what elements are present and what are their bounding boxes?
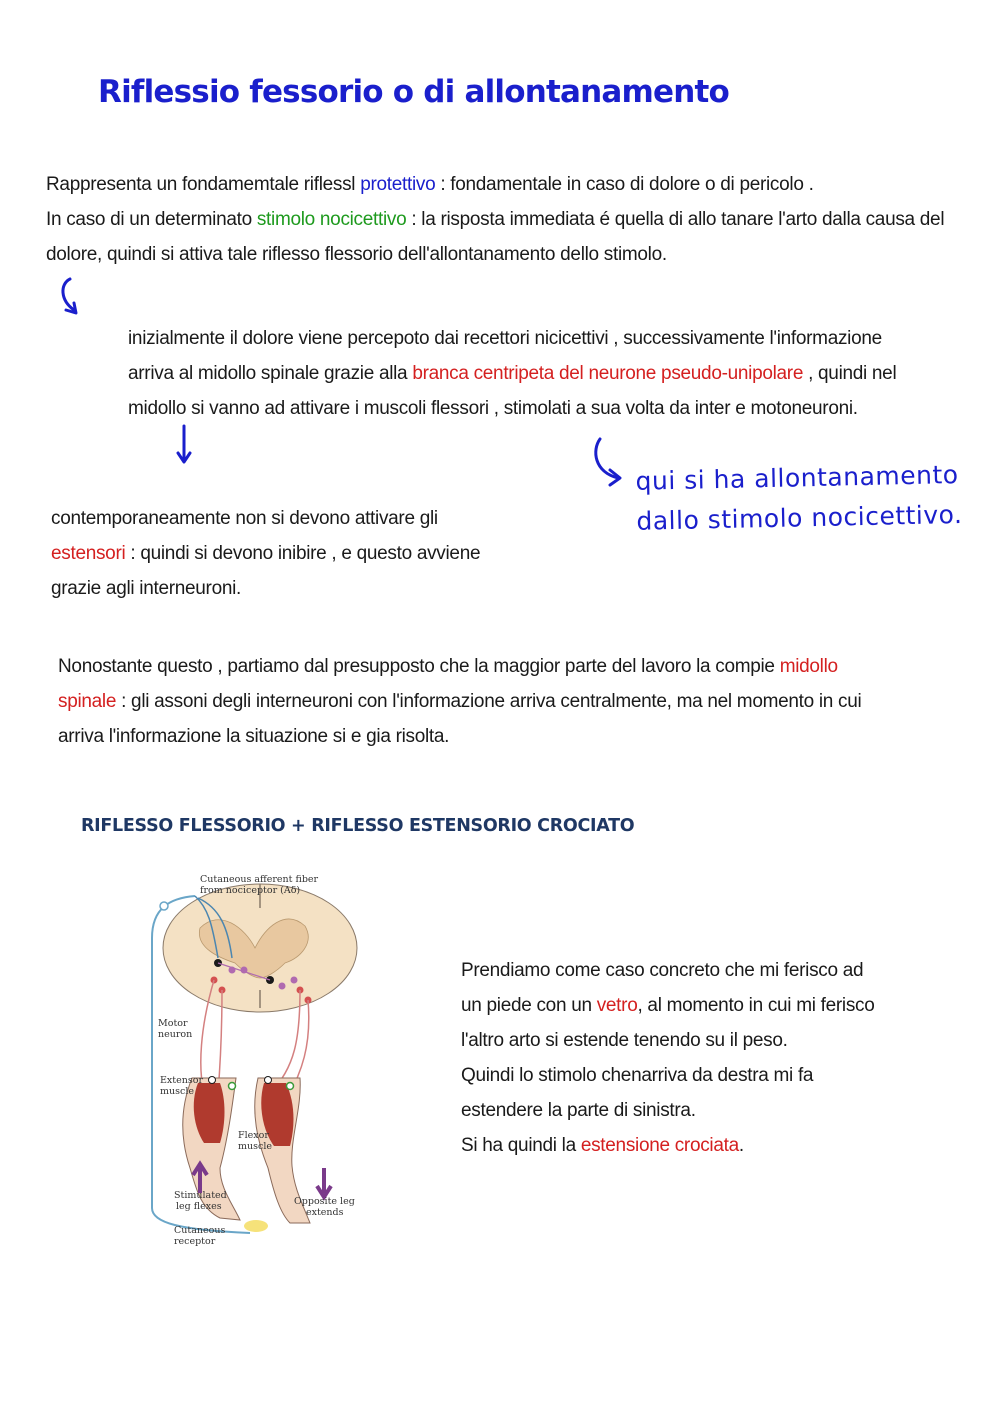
label-cutaneous-2: receptor bbox=[174, 1236, 216, 1247]
label-stimulated: Stimulated bbox=[174, 1190, 227, 1201]
down-arrow-icon bbox=[174, 424, 194, 466]
spinal-text-1: Nonostante questo , partiamo dal presupposto che la maggior parte del lavoro la compie bbox=[58, 656, 780, 677]
label-stimulated-2: leg flexes bbox=[176, 1201, 222, 1212]
step-text-2: , quindi nel midollo si vanno ad attivare i muscoli flessori , stimolati a sua volta da inter e motoneuroni. bbox=[128, 363, 897, 419]
intro-paragraph bbox=[46, 167, 976, 272]
example-text-5: . bbox=[738, 1135, 744, 1156]
extensors-paragraph bbox=[51, 501, 511, 606]
step-text-1: inizialmente il dolore viene percepoto dai recettori nicicettivi , successivamente l'informazione arriva al midollo spinale grazie alla bbox=[128, 328, 882, 384]
figure-heading: RIFLESSO FLESSORIO + RIFLESSO ESTENSORIO CROCIATO bbox=[81, 816, 635, 836]
label-motor-2: neuron bbox=[158, 1029, 193, 1040]
example-highlight-vetro: vetro bbox=[596, 995, 638, 1016]
example-text-1: Prendiamo come caso concreto che mi ferisco ad un piede con un bbox=[461, 960, 864, 1016]
intro-text-1: Rappresenta un fondamemtale riflessl bbox=[46, 174, 361, 195]
label-afferent-2: from nociceptor (Aδ) bbox=[200, 885, 301, 896]
intro-highlight-stimolo: stimolo nocicettivo bbox=[256, 209, 407, 230]
step-highlight-branca: branca centripeta del neurone pseudo-unipolare bbox=[412, 363, 804, 384]
spinal-paragraph bbox=[58, 649, 888, 754]
example-paragraph bbox=[461, 953, 881, 1163]
cutaneous-receptor-dot bbox=[244, 1220, 268, 1232]
extensors-highlight: estensori bbox=[51, 543, 126, 564]
example-text-2: , al momento in cui mi ferisco l'altro arto si estende tenendo su il peso. bbox=[461, 995, 875, 1051]
spinal-highlight: midollo spinale bbox=[58, 656, 838, 712]
label-extensor: Extensor bbox=[160, 1075, 203, 1086]
reflex-diagram bbox=[140, 868, 440, 1253]
note-line-1: qui si ha allontanamento bbox=[635, 460, 959, 496]
note-line-2: dallo stimolo nocicettivo. bbox=[636, 499, 963, 536]
curved-arrow-icon bbox=[56, 276, 86, 318]
label-opposite-2: extends bbox=[306, 1207, 344, 1218]
intro-text-4: : la risposta immediata é quella di allo tanare l'arto dalla causa del dolore, quindi si attiva tale riflesso flessorio dell'allontanamento dello stimolo. bbox=[46, 209, 945, 265]
intro-highlight-protettivo: protettivo bbox=[360, 174, 436, 195]
label-afferent: Cutaneous afferent fiber bbox=[200, 874, 319, 885]
label-flexor: Flexor bbox=[238, 1130, 269, 1141]
handwritten-note bbox=[635, 454, 997, 542]
example-text-3: Quindi lo stimolo chenarriva da destra mi fa estendere la parte di sinistra. bbox=[461, 1065, 814, 1121]
intro-text-3: In caso di un determinato bbox=[46, 209, 257, 230]
label-motor: Motor bbox=[158, 1018, 188, 1029]
extensors-text-1: contemporaneamente non si devono attivare gli bbox=[51, 508, 438, 529]
label-opposite: Opposite leg bbox=[294, 1196, 355, 1207]
curved-arrow-right-icon bbox=[590, 436, 630, 488]
extend-arrow-icon bbox=[317, 1168, 331, 1197]
label-extensor-2: muscle bbox=[160, 1086, 194, 1097]
example-text-4: Si ha quindi la bbox=[461, 1135, 581, 1156]
spinal-text-2: : gli assoni degli interneuroni con l'informazione arriva centralmente, ma nel momento in cui arriva l'informazione la situazione si e gia risolta. bbox=[58, 691, 862, 747]
page-title: Riflessio fessorio o di allontanamento bbox=[98, 74, 730, 110]
label-flexor-2: muscle bbox=[238, 1141, 272, 1152]
example-highlight-estensione: estensione crociata bbox=[580, 1135, 739, 1156]
label-cutaneous: Cutaneous bbox=[174, 1225, 226, 1236]
extensors-text-2: : quindi si devono inibire , e questo avviene grazie agli interneuroni. bbox=[51, 543, 481, 599]
step-paragraph bbox=[128, 321, 928, 426]
intro-text-2: : fondamentale in caso di dolore o di pericolo . bbox=[435, 174, 814, 195]
